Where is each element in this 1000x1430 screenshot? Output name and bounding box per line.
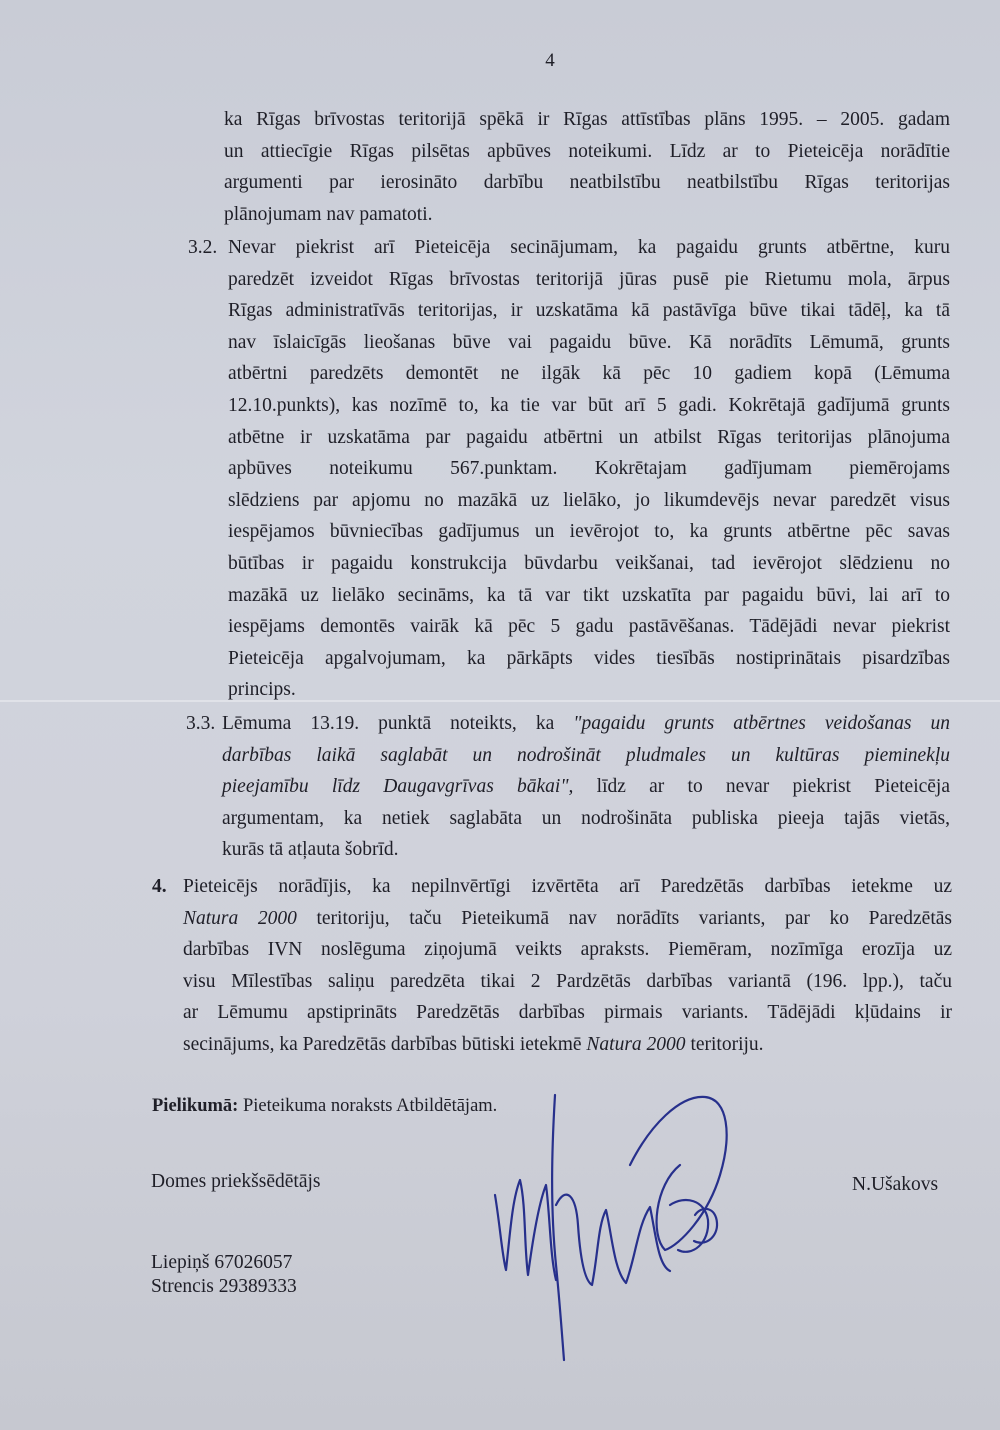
text-run: teritoriju. [685,1033,764,1055]
signatory-name: N.Ušakovs [852,1174,939,1195]
text-line: iespējams demontēs vairāk kā pēc 5 gadu pastāvēšanas. Tādējādi nevar piekrist [228,616,950,638]
text-run: teritoriju, taču Pieteikumā nav norādīts variants, par ko Paredzētās [296,907,952,929]
natura-term: Natura 2000 [183,907,297,929]
item-4-number: 4. [152,876,167,897]
text-line: un attiecīgie Rīgas pilsētas apbūves noteikumi. Līdz ar to Pieteicēja norādītie [224,140,950,162]
text-line: ka Rīgas brīvostas teritorijā spēkā ir Rīgas attīstības plāns 1995. – 2005. gadam [224,109,950,130]
text-line: 12.10.punkts), kas nozīmē to, ka tie var būt arī 5 gadi. Kokrētajā gadījumā grunts [228,394,950,416]
page-number: 4 [545,50,555,71]
text-line: visu Mīlestības saliņu paredzēta tikai 2 Pardzētās darbības variantā (196. lpp.), taču [183,970,952,992]
text-line [222,708,950,740]
item-3-2-paragraph [228,232,950,706]
item-3-3-paragraph [222,708,950,866]
text-line: būtības ir pagaidu konstrukcija būvdarbu veikšanai, tad ievērojot slēdzienu no [228,552,950,574]
contact-line: Liepiņš 67026057 [151,1252,293,1273]
attachment-text: Pieteikuma noraksts Atbildētājam. [238,1096,498,1116]
text-line: slēdziens par apjomu no mazākā uz lielāko, jo likumdevējs nevar paredzēt visus [228,489,950,511]
text-line: princips. [228,679,296,701]
text-line: argumentam, ka netiek saglabāta un nodrošināta publiska pieeja tajās vietās, [222,807,950,829]
text-line [222,771,950,803]
quote-text: pieejamību līdz Daugavgrīvas bākai", [222,776,574,798]
text-line: kurās tā atļauta šobrīd. [222,839,399,861]
text-line: paredzēt izveidot Rīgas brīvostas teritorijā jūras pusē pie Rietumu mola, ārpus [228,268,950,290]
text-run: līdz ar to nevar piekrist Pieteicēja [573,776,950,798]
text-line [183,903,952,935]
contact-line: Strencis 29389333 [151,1276,297,1297]
text-line: apbūves noteikumu 567.punktam. Kokrētajam gadījumam piemērojams [228,458,950,480]
item-4-paragraph [183,871,952,1061]
text-line: mazākā uz lielāko secināms, ka tā var tikt uzskatīta par pagaidu būvi, lai arī to [228,584,950,606]
quote-text: darbības laikā saglabāt un nodrošināt pludmales un kultūras pieminekļu [222,744,950,766]
attachment-line [152,1092,497,1120]
item-3-3-number: 3.3. [186,713,216,734]
handwritten-signature [480,1085,750,1365]
text-line [183,1029,952,1061]
text-line: iespējamos būvniecības gadījumus un ievērojot to, ka grunts atbērtne pēc savas [228,521,950,543]
text-line: argumenti par ierosināto darbību neatbilstību neatbilstību Rīgas teritorijas [224,172,950,194]
text-line: Rīgas administratīvās teritorijas, ir uzskatāma kā pastāvīga būve tikai tādēļ, ka tā [228,300,950,322]
text-run: Lēmuma 13.19. punktā noteikts, ka [222,713,574,734]
attachment-label: Pielikumā: [152,1096,239,1116]
signatory-title: Domes priekšsēdētājs [151,1171,321,1192]
natura-term: Natura 2000 [586,1033,686,1055]
text-line: darbības IVN noslēguma ziņojumā veikts apraksts. Piemēram, nozīmīga erozīja uz [183,939,952,961]
text-line: Pieteicēja apgalvojumam, ka pārkāpts vides tiesībās nostiprinātais pisardzības [228,647,950,669]
text-line: Pieteicējs norādījis, ka nepilnvērtīgi izvērtēta arī Paredzētās darbības ietekme uz [183,876,952,897]
text-line: nav īslaicīgās lieošanas būve vai pagaidu būve. Kā norādīts Lēmumā, grunts [228,331,950,353]
text-line: plānojumam nav pamatoti. [224,203,433,225]
text-line: Nevar piekrist arī Pieteicēja secinājumam, ka pagaidu grunts atbērtne, kuru [228,237,950,258]
text-line: ar Lēmumu apstiprināts Paredzētās darbības pirmais variants. Tādējādi kļūdains ir [183,1002,952,1024]
text-line: atbētne ir uzskatāma par pagaidu atbērtni un atbilst Rīgas teritorijas plānojuma [228,426,950,448]
item-3-2-number: 3.2. [188,237,218,258]
quote-text: "pagaidu grunts atbērtnes veidošanas un [573,713,950,734]
text-line: atbērtni paredzēts demontēt ne ilgāk kā pēc 10 gadiem kopā (Lēmuma [228,363,950,385]
intro-paragraph [224,104,950,230]
text-run: secinājums, ka Paredzētās darbības būtiski ietekmē [183,1033,587,1055]
